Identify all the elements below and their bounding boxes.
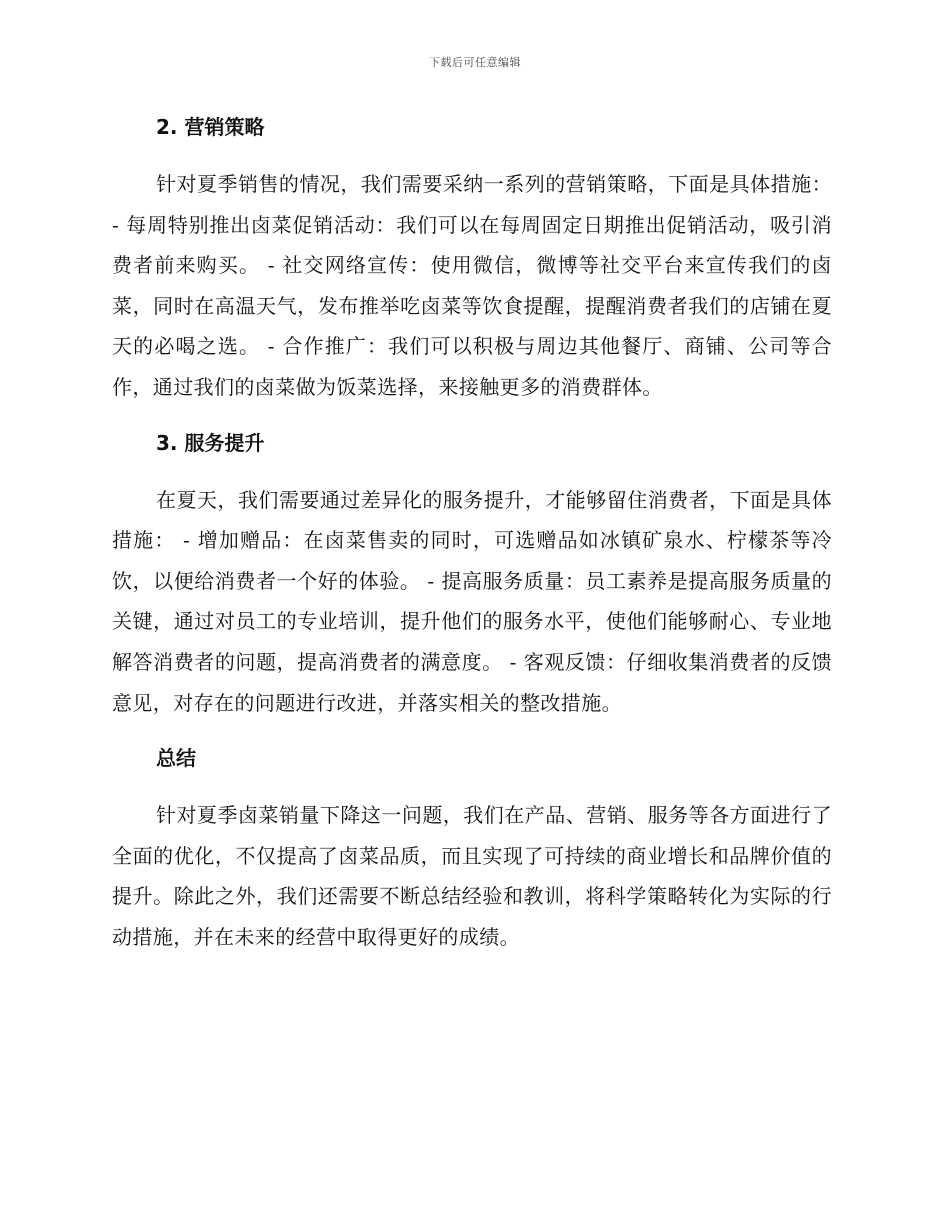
section-paragraph: 针对夏季销售的情况，我们需要采纳一系列的营销策略，下面是具体措施： - 每周特别推出卤菜促销活动：我们可以在每周固定日期推出促销活动，吸引消费者前来购买。 - 社交网络宣传：使用微信，微博等社交平台来宣传我们的卤菜，同时在高温天气，发布推举吃卤菜等饮食提醒，提醒消费者我们的店铺在夏天的必喝之选。 - 合作推广：我们可以积极与周边其他餐厅、商铺、公司等合作，通过我们的卤菜做为饭菜选择，来接触更多的消费群体。 [112,172,832,399]
section-marketing-strategy [112,108,832,408]
section-service-improvement [112,424,832,724]
section-heading: 3. 服务提升 [156,430,265,455]
page-header-note: 下载后可任意编辑 [429,56,521,69]
section-paragraph: 针对夏季卤菜销量下降这一问题，我们在产品、营销、服务等各方面进行了全面的优化，不仅提高了卤菜品质，而且实现了可持续的商业增长和品牌价值的提升。除此之外，我们还需要不断总结经验和教训，将科学策略转化为实际的行动措施，并在未来的经营中取得更好的成绩。 [112,803,832,949]
section-heading: 总结 [156,746,196,771]
document-content [112,108,832,974]
section-summary [112,739,832,957]
section-paragraph: 在夏天，我们需要通过差异化的服务提升，才能够留住消费者，下面是具体措施： - 增加赠品：在卤菜售卖的同时，可选赠品如冰镇矿泉水、柠檬茶等冷饮，以便给消费者一个好的体验。 - 提高服务质量：员工素养是提高服务质量的关键，通过对员工的专业培训，提升他们的服务水平，使他们能够耐心、专业地解答消费者的问题，提高消费者的满意度。 - 客观反馈：仔细收集消费者的反馈意见，对存在的问题进行改进，并落实相关的整改措施。 [112,487,832,715]
section-heading: 2. 营销策略 [156,115,265,139]
